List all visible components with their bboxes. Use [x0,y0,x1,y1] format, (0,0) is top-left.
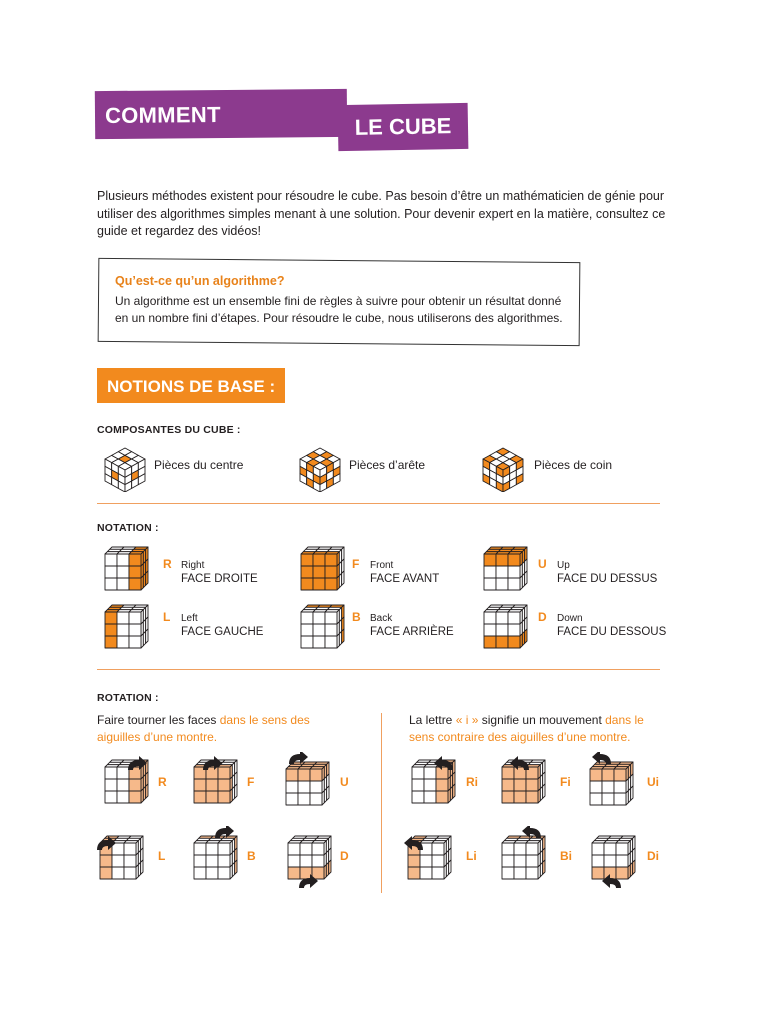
rotation-right-highlight: dans le sens contraire des aiguilles d’une montre. [409,713,644,744]
rotation-label: U [340,775,349,789]
cube-notation-F-icon [299,545,345,593]
rotation-left-text [97,712,337,746]
notation-letter: D [538,610,547,624]
cube-edge-icon [298,446,342,492]
cube-notation-U-icon [482,545,528,593]
notation-letter: U [538,557,547,571]
rotation-Ui-icon [586,752,638,814]
definition-text: Un algorithme est un ensemble fini de règles à suivre pour obtenir un résultat donné en un nombre fini d’étapes. Pour résoudre le cube, nous utiliserons des algorithmes. [115,294,563,325]
rotation-U-icon [282,752,334,814]
rotation-label: Di [647,849,659,863]
intro-paragraph: Plusieurs méthodes existent pour résoudre le cube. Pas besoin d’être un mathématicien de génie pour utiliser des algorithmes simples menant à une solution. Pour devenir expert en la matière, consultez ce guide et regardez des vidéos! [97,189,666,238]
notation-english: Left [181,613,198,624]
rotation-Bi-icon [498,826,550,888]
notation-french: FACE AVANT [370,573,440,585]
rotation-right-text [409,712,669,746]
notation-letter: F [352,557,360,571]
notation-french: FACE GAUCHE [181,626,264,638]
title-part-2: LE CUBE [338,103,469,151]
notation-french: FACE DU DESSUS [557,573,658,585]
notation-french: FACE DROITE [181,573,258,585]
rotation-label: Ri [466,775,478,789]
rotation-label: Li [466,849,477,863]
notation-letter: R [163,557,172,571]
rotation-heading: ROTATION : [97,692,159,704]
title-part-1: COMMENT RÉSOUDRE [95,89,347,139]
rotation-D-icon [284,832,336,896]
rotation-F-icon [190,756,242,814]
components-item-center: Pièces du centre [154,458,244,472]
rotation-label: Bi [560,849,572,863]
notation-letter: B [352,610,361,624]
definition-title: Qu’est-ce qu’un algorithme? [115,274,285,288]
basics-banner: NOTIONS DE BASE : [97,368,285,403]
rotation-left-plain: Faire tourner les faces [97,713,220,727]
rotation-label: F [247,775,255,789]
rotation-right-quote: « i » [455,713,479,727]
rotation-L-icon [96,826,152,888]
components-item-edge: Pièces d’arête [349,458,426,472]
components-item-corner: Pièces de coin [534,458,613,472]
cube-notation-D-icon [482,603,528,651]
rotation-label: D [340,849,349,863]
notation-english: Front [370,560,394,571]
notation-english: Right [181,560,205,571]
divider [97,669,660,670]
rotation-right-plain: La lettre [409,713,456,727]
rotation-R-icon [101,756,153,814]
rotation-label: L [158,849,166,863]
cube-notation-R-icon [103,545,149,593]
cube-notation-B-icon [299,603,345,651]
components-heading: COMPOSANTES DU CUBE : [97,424,241,436]
rotation-Di-icon [588,832,640,896]
rotation-label: B [247,849,256,863]
rotation-left-highlight: dans le sens des aiguilles d’une montre. [97,713,310,744]
rotation-label: R [158,775,167,789]
notation-french: FACE DU DESSOUS [557,626,667,638]
rotation-B-icon [190,826,242,888]
notation-english: Down [557,613,583,624]
notation-english: Back [370,613,393,624]
cube-center-icon [103,446,147,492]
rotation-right-plain: signifie un mouvement [478,713,606,727]
rotation-divider [381,713,382,893]
notation-letter: L [163,610,171,624]
cube-notation-L-icon [103,603,149,651]
rotation-label: Fi [560,775,571,789]
cube-corner-icon [481,446,525,492]
divider [97,503,660,504]
rotation-Fi-icon [498,756,550,814]
rotation-Li-icon [404,826,460,888]
rotation-label: Ui [647,775,659,789]
notation-english: Up [557,560,570,571]
notation-french: FACE ARRIÈRE [370,626,454,638]
notation-heading: NOTATION : [97,522,159,534]
rotation-Ri-icon [408,756,460,814]
